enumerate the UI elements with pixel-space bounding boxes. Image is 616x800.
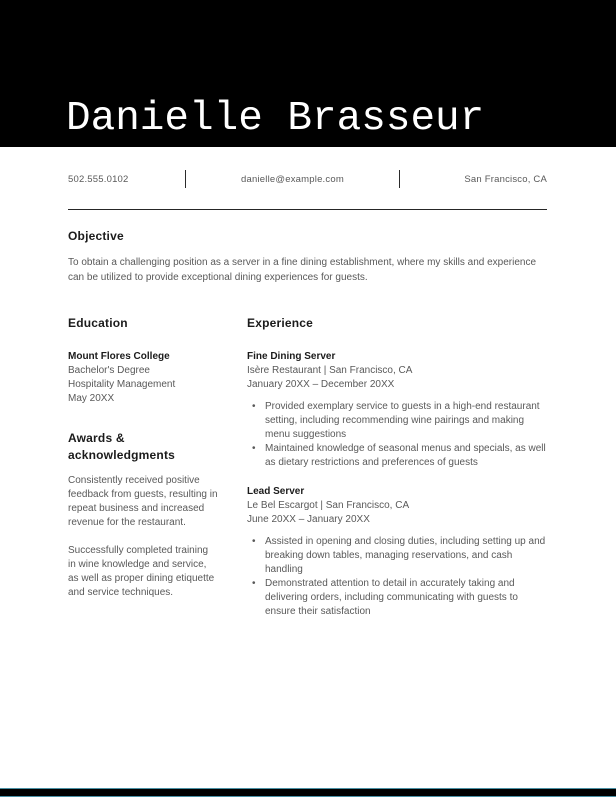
education-school: Mount Flores College bbox=[68, 351, 170, 362]
contact-location: San Francisco, CA bbox=[464, 173, 547, 185]
education-section bbox=[68, 315, 218, 406]
contact-phone: 502.555.0102 bbox=[68, 173, 129, 185]
candidate-name: Danielle Brasseur bbox=[66, 96, 485, 142]
job-company: Isère Restaurant | San Francisco, CA bbox=[247, 365, 413, 376]
job-bullet: • Provided exemplary service to guests in a high-end restaurant setting, including recommending wine pairings and making menu suggestions bbox=[252, 400, 547, 442]
job-company: Le Bel Escargot | San Francisco, CA bbox=[247, 500, 410, 511]
job-bullet-list bbox=[247, 535, 547, 619]
experience-section bbox=[247, 315, 547, 619]
job-bullet: • Assisted in opening and closing duties, including setting up and breaking down tables, managing reservations, and cash handling bbox=[252, 535, 547, 577]
job-dates: June 20XX – January 20XX bbox=[247, 514, 370, 525]
header-band bbox=[0, 0, 616, 147]
experience-heading: Experience bbox=[247, 316, 314, 330]
objective-heading: Objective bbox=[68, 229, 124, 243]
divider-line bbox=[68, 209, 547, 210]
job-bullet-list bbox=[247, 400, 547, 470]
objective-section bbox=[68, 228, 547, 285]
experience-job bbox=[247, 485, 547, 619]
awards-paragraph: Consistently received positive feedback from guests, resulting in repeat business and increased revenue for the restaurant. bbox=[68, 475, 218, 528]
education-degree: Bachelor's Degree bbox=[68, 365, 150, 376]
job-title: Fine Dining Server bbox=[247, 351, 336, 362]
education-heading: Education bbox=[68, 316, 128, 330]
left-column bbox=[68, 315, 218, 634]
job-title: Lead Server bbox=[247, 486, 305, 497]
objective-text: To obtain a challenging position as a server in a fine dining establishment, where my skills and experience can be utilized to provide exceptional dining experiences for guests. bbox=[68, 257, 537, 283]
contact-email: danielle@example.com bbox=[241, 173, 344, 185]
education-major: Hospitality Management bbox=[68, 379, 176, 390]
awards-paragraph: Successfully completed training in wine knowledge and service, as well as proper dining etiquette and service techniques. bbox=[68, 545, 215, 598]
right-column bbox=[247, 315, 547, 634]
bottom-border-bar bbox=[0, 788, 616, 797]
job-bullet: • Demonstrated attention to detail in accurately taking and delivering orders, including communicating with guests to ensure their satisfaction bbox=[252, 577, 547, 619]
two-column-body bbox=[68, 315, 547, 634]
awards-section bbox=[68, 430, 218, 600]
awards-heading: Awards & acknowledgments bbox=[68, 431, 176, 462]
job-bullet: • Maintained knowledge of seasonal menus and specials, as well as dietary restrictions and preferences of guests bbox=[252, 442, 547, 470]
contact-row bbox=[68, 170, 547, 188]
education-date: May 20XX bbox=[68, 393, 115, 404]
job-dates: January 20XX – December 20XX bbox=[247, 379, 395, 390]
experience-job bbox=[247, 350, 547, 470]
